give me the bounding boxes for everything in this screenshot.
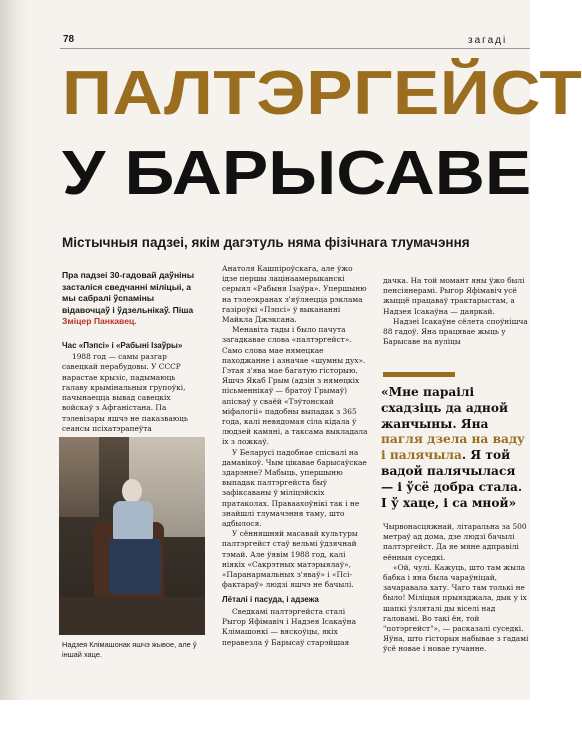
- column-3-continued: [383, 522, 531, 655]
- headline-line-2: У БАРЫСАВЕ: [62, 139, 532, 208]
- paragraph: Анатоля Кашпіроўскага, але ўжо ідзе першы лацінаамерыканскі серыял «Рабыня Ізаўра». Упершыню на тэлеэкранах з'яўляецца рэклама газіроўкі «Пэпсі» ў выкананні Майкла Джэксана.: [222, 264, 367, 325]
- paragraph: Сведкамі палтэргейста сталі Рыгор Яфімавіч і Надзея Ісакаўна Клімашонкі — вяскоўцы, якіх перавезла ў Барысаў старэйшая: [222, 607, 356, 647]
- lead-paragraph: [62, 270, 202, 328]
- photo-window: [59, 437, 99, 517]
- photo-elderly-woman: [109, 479, 159, 589]
- page-margin: [0, 700, 530, 750]
- paragraph: «Ой, чулі. Кажуць, што там жыла бабка і яна была чараўніцай, зачаравала хату. Чаго там толькі не было! Міліцыя прыязджала, дык у іх шапкі ўзляталі ды віселі над галовамі. Во такі ён, той "потэргейст"», — расказалі суседкі. Яўна, што гісторыя набывае з гадамі ўсё новае і новае гучанне.: [383, 562, 529, 654]
- headline-line-1: ПАЛТЭРГЕЙСТ: [62, 59, 582, 128]
- paragraph: Надзеі Ісакаўне сёлета споўнішча 88 гадоў. Яна працявае жыць у Барысаве на вуліцы: [383, 316, 528, 347]
- column-3-text: [383, 276, 531, 347]
- column-2-continued: [222, 607, 370, 648]
- paragraph: У Беларусі падобнае спісвалі на дамавікоў. Чым цікавае барысаўскае здарэнне? Мабыць, упершыню выпадак палтэргейста быў зафіксаваны ў міліцэйскіх пратаколах. Праваахоўнікі так і не знайшлі тлумачэння таму, што адбылося.: [222, 447, 367, 529]
- column-1-text: [62, 352, 202, 434]
- pull-quote-bar: [383, 372, 455, 377]
- section-label: загаді: [468, 35, 508, 46]
- photo-floor: [59, 597, 205, 635]
- paragraph: дачка. На той момант яны ўжо былі пенсіянерамі. Рыгор Яфімавіч усё жыццё працаваў трактарыстам, а Надзея Ісакаўна — даяркай.: [383, 276, 525, 316]
- header-rule: [60, 48, 530, 49]
- column-2-text: [222, 264, 370, 591]
- subheadline: Містычныя падзеі, якім дагэтуль няма фізічнага тлумачэння: [62, 235, 470, 250]
- section-heading-1: Час «Пэпсі» і «Рабыні Ізаўры»: [62, 341, 183, 350]
- paragraph: Менавіта тады і было пачута загадкавае слова «палтэргейст». Само слова мае нямецкае паходжанне і азначае «шумны дух». Гэтая з'ява мае багатую гісторыю. Яшчэ Якаб Грым (адзін з нямецкіх пісьменнікаў — братоў Грымаў) апісваў у сваёй «Тэўтонскай міфалогіі» падобны выпадак з 365 года, калі невядомая сіла кідала ў людзей камяні, а таксама выкладала іх з ложкаў.: [222, 325, 368, 447]
- paragraph: У сённяшняй масавай культуры палтэргейст стаў вельмі ўдзячнай тэмай. Але ўявім 1988 год, калі ніякіх «Сакрэтных матэрыялаў», «Паранармальных з'яваў» і «Псі-фактараў» людзі яшчэ не бачылі.: [222, 529, 358, 590]
- quote-text: . Я той вадой палячылася — і ўсё добра стала. І ў хаце, і са мной»: [381, 448, 523, 510]
- article-photo: [59, 437, 205, 635]
- page-number: 78: [63, 34, 75, 45]
- lead-text: Пра падзеі 30-гадовай даўніны засталіся сведчанні міліцыі, а мы сабралі ўспаміны відавочцаў і ўдзельнікаў. Піша: [62, 270, 195, 315]
- photo-caption: Надзея Клімашонак яшчэ жывое, але ў іншай хаце.: [62, 640, 197, 659]
- quote-text: «Мне параілі схадзіць да адной жанчыны. Яна: [381, 385, 509, 431]
- paragraph: 1988 год — самы разгар савецкай перабудовы. У СССР нарастае крызіс, падымаюць галаву крымінальныя групоўкі, пачынаецца вывад савецкіх войскаў з Афганістана. Па тэлевізары яшчэ не паказваюць сеансы псіхатэрапеўта: [62, 352, 188, 434]
- quote-highlight: пагля дзела на ваду і палячыла: [381, 432, 525, 463]
- pull-quote: [381, 385, 531, 511]
- page-binding-shadow: [0, 0, 30, 700]
- paragraph: Чырвонасцяжнай, літаральна за 500 метраў ад дома, дзе людзі бачылі палтэргейст. Да яе мяне адправілі еённыя суседкі.: [383, 522, 527, 562]
- section-heading-2: Лёталі і пасуда, і адзежа: [222, 595, 319, 604]
- author-name: Зміцер Панкавец.: [62, 316, 137, 326]
